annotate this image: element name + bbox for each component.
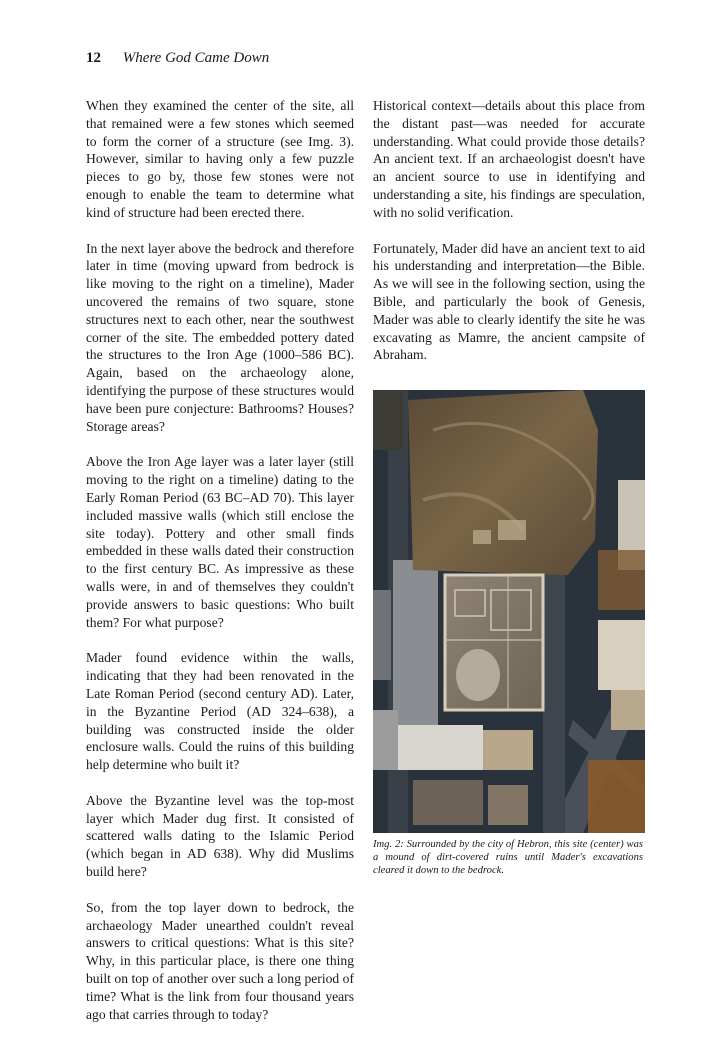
right-column [373,97,645,382]
paragraph: Above the Byzantine level was the top-most layer which Mader dug first. It consisted of scattered walls dating to the Islamic Period (which began in AD 638). Why did Muslims build here? [86,792,354,880]
paragraph: When they examined the center of the site, all that remained were a few stones which seemed to form the corner of a structure (see Img. 3). However, similar to having only a few puzzle pieces to go by, those few stones were not enough to enable the team to determine what kind of structure had been erected there. [86,98,354,220]
paragraph: Fortunately, Mader did have an ancient text to aid his understanding and interpretation—the Bible. As we will see in the following section, using the Bible, and particularly the book of Genesis, Mader was able to clearly identify the site he was excavating as Mamre, the ancient campsite of Abraham. [373,240,645,363]
running-title: Where God Came Down [122,50,270,66]
paragraph: Above the Iron Age layer was a later layer (still moving to the right on a timeline) dating to the Early Roman Period (63 BC–AD 70). This layer included massive walls (which still enclose the site today). Pottery and other small finds embedded in these walls dated their construction to the first century BC. As impressive as these walls were, in and of themselves they couldn't provide answers to basic questions: Who built them? For what purpose? [86,454,354,630]
left-column [86,97,354,1041]
aerial-photo-icon [373,390,645,833]
page-header [86,50,269,67]
aerial-photo-figure [373,390,645,833]
paragraph: In the next layer above the bedrock and therefore later in time (moving upward from bedrock is like moving to the right on a timeline), Mader uncovered the remains of two square, stone structures next to each other, near the southwest corner of the site. The embedded pottery dated the structures to the Iron Age (1000–586 BC). Again, based on the archaeology alone, identifying the purpose of these structures would have been pure conjecture: Bathrooms? Houses? Storage areas? [86,240,354,434]
figure-caption: Img. 2: Surrounded by the city of Hebron, this site (center) was a mound of dirt-covered ruins until Mader's excavations cleared it down to the bedrock. [373,839,643,876]
paragraph: Mader found evidence within the walls, indicating that they had been renovated in the Late Roman Period (second century AD). Later, in the Byzantine Period (AD 324–638), a building was constructed inside the older enclosure walls. Could the ruins of this building help determine who built it? [86,650,354,773]
paragraph: Historical context—details about this place from the distant past—was needed for accurate understanding. What could provide those details? An ancient text. If an archaeologist doesn't have an ancient source to use in identifying and understanding a site, his findings are speculation, with no solid verification. [373,98,645,220]
paragraph: So, from the top layer down to bedrock, the archaeology Mader unearthed couldn't reveal answers to critical questions: What is this site? Why, in this particular place, is there one thing built on top of another over such a long period of time? What is the link from four thousand years ago that carries through to today? [86,899,354,1022]
page-number: 12 [86,50,101,66]
